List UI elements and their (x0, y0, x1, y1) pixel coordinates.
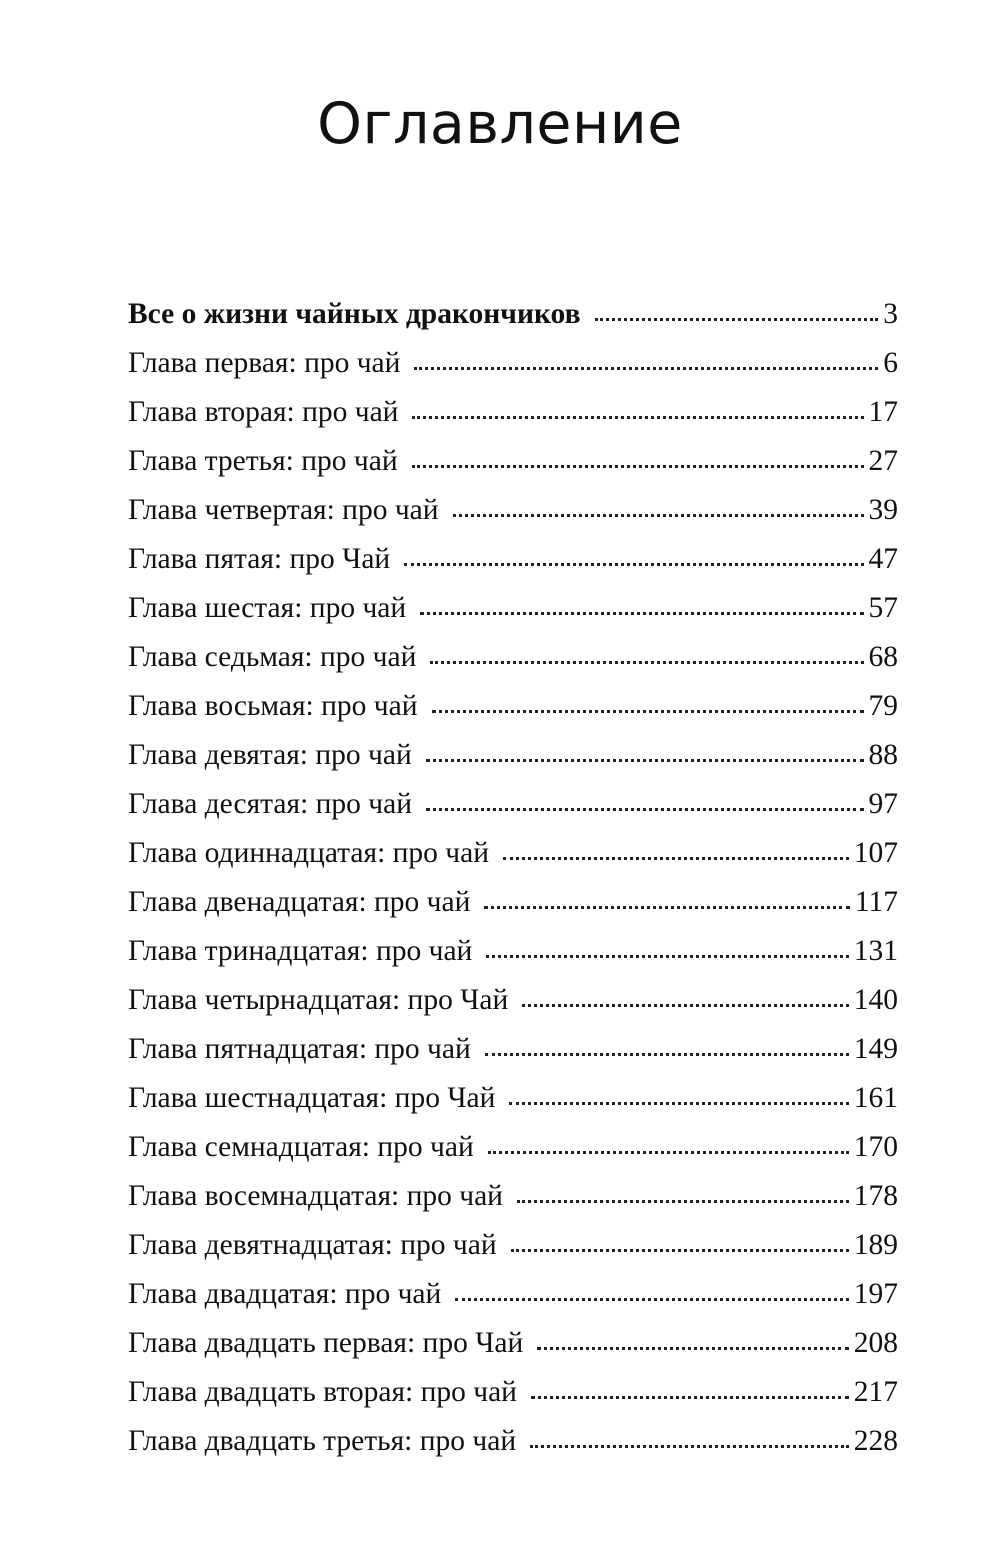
toc-entry-label: Глава четырнадцатая: про Чай (128, 984, 509, 1016)
toc-entry-label: Глава восьмая: про чай (128, 690, 418, 722)
toc-entry-page: 3 (883, 298, 898, 330)
toc-entry[interactable] (128, 927, 898, 976)
toc-entry-page: 17 (868, 396, 898, 428)
toc-entry[interactable] (128, 1270, 898, 1319)
toc-entry-page: 189 (853, 1229, 898, 1261)
dot-leader (453, 514, 864, 517)
toc-entry[interactable] (128, 731, 898, 780)
toc-entry-page: 68 (868, 641, 898, 673)
toc-entry-page: 170 (853, 1131, 898, 1163)
toc-entry-label: Глава восемнадцатая: про чай (128, 1180, 503, 1212)
toc-entry-page: 117 (854, 886, 898, 918)
toc-entry[interactable] (128, 878, 898, 927)
dot-leader (426, 759, 864, 762)
toc-entry[interactable] (128, 339, 898, 388)
dot-leader (404, 563, 863, 566)
toc-entry-label: Глава двадцать третья: про чай (128, 1425, 517, 1457)
toc-entry-page: 27 (868, 445, 898, 477)
toc-entry-label: Глава десятая: про чай (128, 788, 413, 820)
toc-entry-page: 161 (853, 1082, 898, 1114)
toc-entry-page: 88 (868, 739, 898, 771)
dot-leader (522, 1004, 848, 1007)
toc-entry-label: Глава девятнадцатая: про чай (128, 1229, 497, 1261)
toc-entry-page: 97 (868, 788, 898, 820)
toc-entry-label: Глава первая: про чай (128, 347, 401, 379)
dot-leader (511, 1249, 849, 1252)
toc-entry[interactable] (128, 290, 898, 339)
toc-entry-page: 217 (853, 1376, 898, 1408)
dot-leader (412, 465, 864, 468)
dot-leader (595, 318, 879, 321)
toc-entry[interactable] (128, 829, 898, 878)
toc-entry-page: 39 (868, 494, 898, 526)
toc-entry-label: Глава третья: про чай (128, 445, 398, 477)
toc-entry[interactable] (128, 1368, 898, 1417)
toc-entry-label: Глава семнадцатая: про чай (128, 1131, 474, 1163)
dot-leader (430, 661, 863, 664)
dot-leader (537, 1347, 848, 1350)
toc-entry[interactable] (128, 682, 898, 731)
toc-entry-label: Глава четвертая: про чай (128, 494, 439, 526)
dot-leader (426, 808, 863, 811)
dot-leader (530, 1445, 849, 1448)
toc-entry-label: Глава двадцать первая: про Чай (128, 1327, 524, 1359)
toc-entry-page: 79 (868, 690, 898, 722)
toc-entry[interactable] (128, 1417, 898, 1466)
toc-entry-label: Глава пятнадцатая: про чай (128, 1033, 471, 1065)
dot-leader (412, 416, 863, 419)
dot-leader (484, 906, 849, 909)
toc-entry-page: 107 (853, 837, 898, 869)
toc-entry[interactable] (128, 1172, 898, 1221)
toc-entry-label: Глава пятая: про Чай (128, 543, 391, 575)
toc-entry[interactable] (128, 1221, 898, 1270)
toc-entry-label: Глава девятая: про чай (128, 739, 412, 771)
toc-entry[interactable] (128, 1074, 898, 1123)
toc-entry[interactable] (128, 486, 898, 535)
toc-entry-page: 6 (883, 347, 898, 379)
toc-entry-page: 57 (868, 592, 898, 624)
toc-entry-page: 197 (853, 1278, 898, 1310)
toc-entry[interactable] (128, 1123, 898, 1172)
page-title: Оглавление (317, 91, 683, 157)
toc-entry-label: Глава двадцатая: про чай (128, 1278, 442, 1310)
toc-entry-label: Глава двенадцатая: про чай (128, 886, 471, 918)
toc-entry[interactable] (128, 437, 898, 486)
dot-leader (485, 1053, 849, 1056)
toc-entry[interactable] (128, 584, 898, 633)
toc-entry[interactable] (128, 633, 898, 682)
table-of-contents (128, 290, 898, 1466)
toc-entry[interactable] (128, 1025, 898, 1074)
toc-entry[interactable] (128, 780, 898, 829)
toc-entry[interactable] (128, 1319, 898, 1368)
dot-leader (531, 1396, 849, 1399)
toc-entry-label: Глава шестнадцатая: про Чай (128, 1082, 496, 1114)
toc-entry[interactable] (128, 535, 898, 584)
dot-leader (414, 367, 878, 370)
toc-entry-page: 228 (853, 1425, 898, 1457)
toc-entry[interactable] (128, 388, 898, 437)
toc-entry-label: Глава шестая: про чай (128, 592, 407, 624)
toc-entry-label: Глава двадцать вторая: про чай (128, 1376, 517, 1408)
dot-leader (488, 1151, 849, 1154)
toc-entry-page: 131 (853, 935, 898, 967)
dot-leader (420, 612, 863, 615)
dot-leader (509, 1102, 848, 1105)
toc-entry[interactable] (128, 976, 898, 1025)
dot-leader (503, 857, 849, 860)
dot-leader (455, 1298, 848, 1301)
toc-entry-label: Глава седьмая: про чай (128, 641, 417, 673)
toc-entry-label: Глава одиннадцатая: про чай (128, 837, 490, 869)
dot-leader (517, 1200, 849, 1203)
toc-entry-page: 178 (853, 1180, 898, 1212)
dot-leader (432, 710, 864, 713)
dot-leader (486, 955, 848, 958)
toc-entry-label: Все о жизни чайных дракончиков (128, 298, 581, 330)
toc-entry-page: 149 (853, 1033, 898, 1065)
toc-entry-page: 140 (853, 984, 898, 1016)
toc-entry-label: Глава тринадцатая: про чай (128, 935, 473, 967)
toc-entry-label: Глава вторая: про чай (128, 396, 399, 428)
toc-entry-page: 208 (853, 1327, 898, 1359)
toc-entry-page: 47 (868, 543, 898, 575)
